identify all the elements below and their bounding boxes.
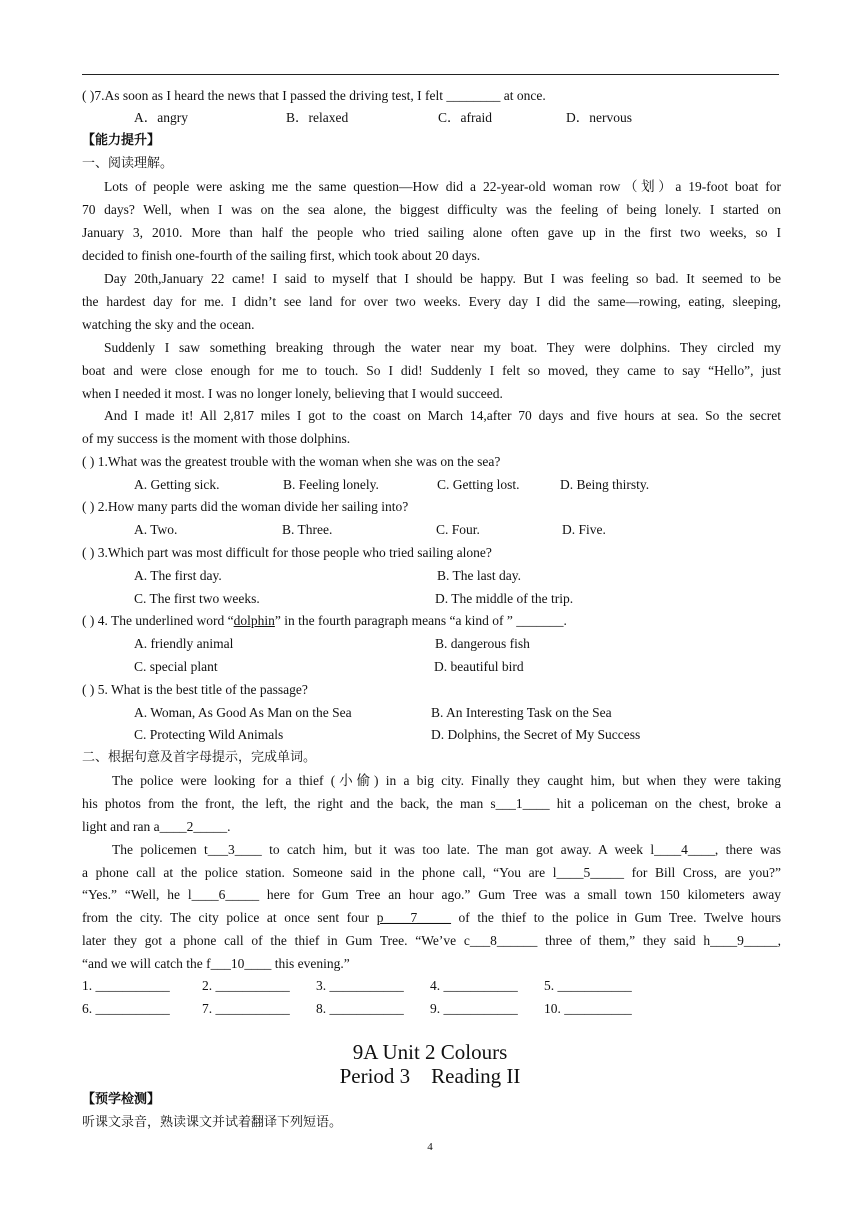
blank-10: ___10____ (210, 956, 272, 971)
answer-3: 3. ___________ (316, 978, 404, 993)
cloze-line-6 (82, 886, 781, 904)
rq5-option-d: D. Dolphins, the Secret of My Success (431, 727, 641, 742)
instruction-line: 听课文录音，熟读课文并试着翻译下列短语。 (82, 1115, 343, 1130)
p4-line-1: And I made it! All 2,817 miles I got to the coast on March 14,after 70 days and five hours at sea. So the secret (104, 408, 781, 423)
cloze-line-2 (82, 795, 781, 813)
cloze-line-5-post: for Bill Cross, are you?” (624, 865, 781, 880)
rq5-option-a: A. Woman, As Good As Man on the Sea (134, 705, 352, 720)
rq2-option-d: D. Five. (562, 522, 606, 537)
p1-line-2: 70 days? Well, when I was on the sea alone, the biggest difficulty was the feeling of being lonely. I started on (82, 202, 781, 217)
cloze-line-6-post: here for Gum Tree an hour ago.” Gum Tree was a small town 150 kilometers away (259, 887, 781, 902)
answer-5: 5. ___________ (544, 978, 632, 993)
rq5-stem: ( ) 5. What is the best title of the passage? (82, 682, 308, 697)
cloze-line-4-mid: to catch him, but it was too late. The man got away. A week l (261, 842, 655, 857)
p3-line-2: boat and were close enough for me to touch. So I did! Suddenly I felt so moved, they came to say “Hello”, just (82, 363, 781, 378)
period-title: Period 3 Reading II (339, 1064, 521, 1088)
p2-line-2: the hardest day for me. I didn’t see land for over two weeks. Every day I did the same—rowing, eating, sleeping, (82, 294, 781, 309)
p1-line-4: decided to finish one-fourth of the sailing first, which took about 20 days. (82, 248, 481, 263)
p2-line-1: Day 20th,January 22 came! I said to myself that I should be happy. But I was feeling so bad. It seemed to be (104, 271, 781, 286)
p3-line-3: when I needed it most. I was no longer lonely, believing that I would succeed. (82, 386, 503, 401)
rq5-option-c: C. Protecting Wild Animals (134, 727, 284, 742)
blank-9: ____9_____ (710, 933, 778, 948)
rq1-option-a: A. Getting sick. (134, 477, 220, 492)
q7-option-c: C．afraid (438, 110, 492, 125)
cloze-line-3-pre: light and ran a (82, 819, 160, 834)
cloze-line-8-post: , (777, 933, 781, 948)
cloze-line-1-text: The police were looking for a thief (小偷) in a big city. Finally they caught him, but when they were taking (112, 773, 781, 788)
cloze-line-8-pre: later they got a phone call of the thief in Gum Tree. “We’ve c (82, 933, 470, 948)
underlined-word-dolphin: dolphin (233, 613, 275, 628)
rq4-option-b: B. dangerous fish (435, 636, 530, 651)
rq4-option-c: C. special plant (134, 659, 218, 674)
reading-heading: 一、阅读理解。 (82, 156, 174, 171)
rq3-option-c: C. The first two weeks. (134, 591, 260, 606)
q7-option-d: D．nervous (566, 110, 632, 125)
cloze-line-4-pre: The policemen t (112, 842, 208, 857)
cloze-line-4-post: , there was (714, 842, 781, 857)
cloze-line-8-mid: three of them,” they said h (537, 933, 711, 948)
rq1-option-d: D. Being thirsty. (560, 477, 650, 492)
answer-6: 6. ___________ (82, 1001, 170, 1016)
rq4-option-a: A. friendly animal (134, 636, 234, 651)
cloze-line-8 (82, 932, 781, 950)
p1-line-3: January 3, 2010. More than half the people who tried sailing alone often gave up in the first two weeks, so I (82, 225, 781, 240)
answer-8: 8. ___________ (316, 1001, 404, 1016)
q7-option-b: B．relaxed (286, 110, 349, 125)
rq3-stem: ( ) 3.Which part was most difficult for those people who tried sailing alone? (82, 545, 492, 560)
cloze-line-6-pre: “Yes.” “Well, he l (82, 887, 192, 902)
blank-1: ___1____ (495, 796, 550, 811)
cloze-line-5-pre: a phone call at the police station. Someone said in the phone call, “You are l (82, 865, 557, 880)
p2-line-3: watching the sky and the ocean. (82, 317, 255, 332)
cloze-line-7-pre: from the city. The city police at once sent four (82, 910, 377, 925)
rq4-option-d: D. beautiful bird (434, 659, 524, 674)
cloze-line-3-post: . (227, 819, 231, 834)
section-ability-heading: 【能力提升】 (82, 133, 161, 148)
rq2-stem: ( ) 2.How many parts did the woman divide her sailing into? (82, 499, 409, 514)
rq3-option-b: B. The last day. (437, 568, 521, 583)
rq3-option-d: D. The middle of the trip. (435, 591, 574, 606)
cloze-line-2-post: hit a policeman on the chest, broke a (549, 796, 781, 811)
blank-4: ____4____ (654, 842, 715, 857)
blank-2: ____2_____ (159, 819, 228, 834)
rq1-stem: ( ) 1.What was the greatest trouble with the woman when she was on the sea? (82, 454, 501, 469)
cloze-line-7-post: of the thief to the police in Gum Tree. Twelve hours (450, 910, 781, 925)
unit-title: 9A Unit 2 Colours (352, 1040, 508, 1064)
answer-9: 9. ___________ (430, 1001, 518, 1016)
blank-6: ____6_____ (191, 887, 260, 902)
answer-7: 7. ___________ (202, 1001, 290, 1016)
rq3-option-a: A. The first day. (134, 568, 222, 583)
rq2-option-b: B. Three. (282, 522, 333, 537)
q7-option-a: A．angry (134, 110, 188, 125)
cloze-line-4 (112, 841, 781, 859)
answer-10: 10. __________ (544, 1001, 632, 1016)
q7-stem: ( )7.As soon as I heard the news that I passed the driving test, I felt ________ at once. (82, 88, 546, 103)
rq5-option-b: B. An Interesting Task on the Sea (431, 705, 612, 720)
blank-3: ___3____ (207, 842, 262, 857)
p3-line-1: Suddenly I saw something breaking through the water near my boat. They were dolphins. They circled my (104, 340, 781, 355)
section-preview-heading: 【预学检测】 (82, 1092, 161, 1107)
cloze-line-2-pre: his photos from the front, the left, the right and the back, the man s (82, 796, 496, 811)
rq2-option-a: A. Two. (134, 522, 178, 537)
rq4-stem (82, 612, 567, 630)
cloze-line-7 (82, 909, 781, 927)
blank-8: ___8______ (469, 933, 538, 948)
rq2-option-c: C. Four. (436, 522, 480, 537)
answer-4: 4. ___________ (430, 978, 518, 993)
p1-line-1: Lots of people were asking me the same question—How did a 22-year-old woman row（划）a 19-foot boat for (104, 179, 781, 194)
p4-line-2: of my success is the moment with those dolphins. (82, 431, 351, 446)
answer-2: 2. ___________ (202, 978, 290, 993)
cloze-line-1 (112, 772, 781, 790)
cloze-line-9-pre: “and we will catch the f (82, 956, 211, 971)
rq4-stem-text: ( ) 4. The underlined word “dolphin” in the fourth paragraph means “a kind of ” _______. (82, 613, 567, 628)
answer-1: 1. ___________ (82, 978, 170, 993)
rq1-option-b: B. Feeling lonely. (283, 477, 379, 492)
page-number: 4 (427, 1141, 433, 1153)
blank-5: ____5_____ (556, 865, 624, 880)
cloze-line-3 (82, 818, 230, 836)
rq1-option-c: C. Getting lost. (437, 477, 520, 492)
cloze-line-9 (82, 955, 350, 973)
cloze-line-5 (82, 864, 781, 882)
cloze-line-9-post: this evening.” (271, 956, 350, 971)
header-rule (82, 74, 779, 75)
blank-7: p____7_____ (376, 910, 451, 925)
cloze-heading: 二、根据句意及首字母提示，完成单词。 (82, 750, 317, 765)
